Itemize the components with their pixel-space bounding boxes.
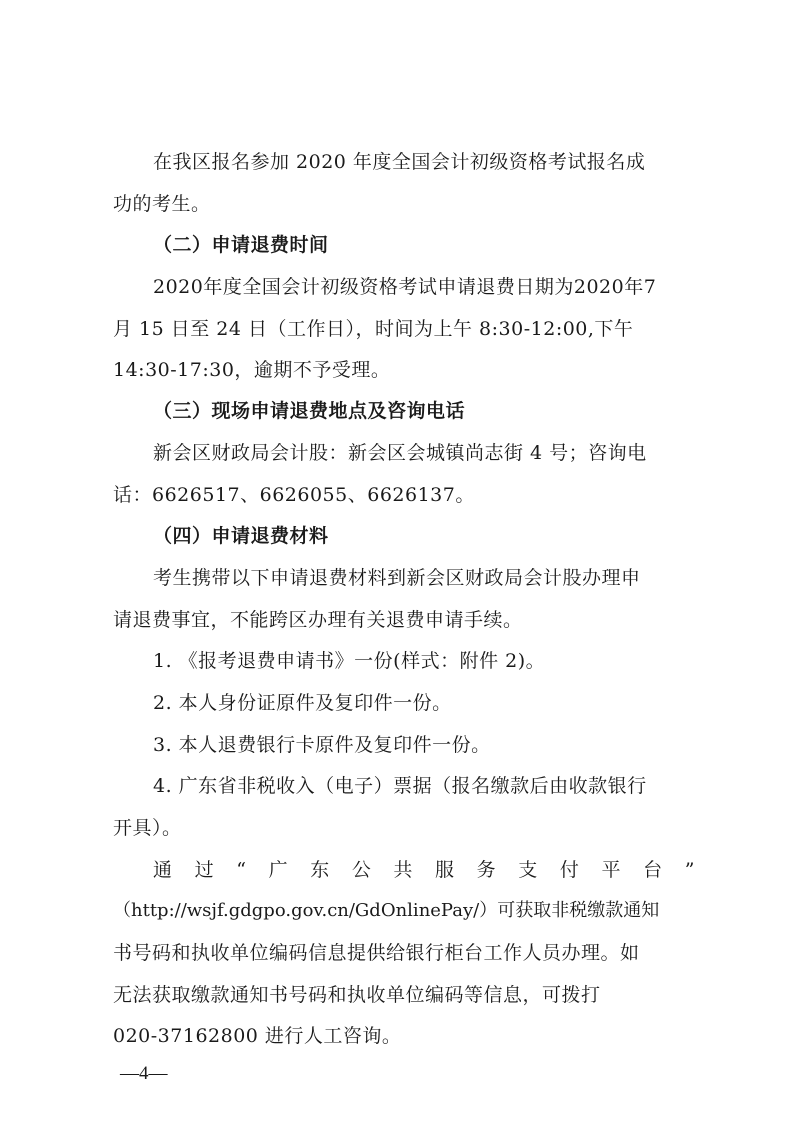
paragraph-eligibility-line1: 在我区报名参加 2020 年度全国会计初级资格考试报名成 — [153, 151, 646, 173]
paragraph-platform-line2: （http://wsjf.gdgpo.gov.cn/GdOnlinePay/）可获取非税缴款通知 — [113, 900, 660, 921]
paragraph-refund-time-line3: 14:30-17:30，逾期不予受理。 — [113, 359, 391, 381]
heading-refund-materials: （四）申请退费材料 — [153, 525, 329, 547]
paragraph-refund-time-line1: 2020年度全国会计初级资格考试申请退费日期为2020年7 — [153, 276, 657, 298]
paragraph-platform-line3: 书号码和执收单位编码信息提供给银行柜台工作人员办理。如 — [113, 942, 640, 964]
paragraph-materials-line1: 考生携带以下申请退费材料到新会区财政局会计股办理申 — [153, 567, 641, 589]
paragraph-eligibility-line2: 功的考生。 — [113, 193, 211, 215]
paragraph-refund-time-line2: 月 15 日至 24 日（工作日），时间为上午 8:30-12:00,下午 — [113, 318, 634, 340]
list-item-receipt-line1: 4. 广东省非税收入（电子）票据（报名缴款后由收款银行 — [153, 775, 647, 797]
page-number: —4— — [120, 1063, 168, 1084]
list-item-bank-card: 3. 本人退费银行卡原件及复印件一份。 — [153, 734, 491, 756]
paragraph-platform-line1: 通过“广东公共服务支付平台” — [153, 859, 695, 881]
heading-refund-time: （二）申请退费时间 — [153, 234, 329, 256]
paragraph-location-line1: 新会区财政局会计股：新会区会城镇尚志街 4 号；咨询电 — [153, 442, 647, 464]
paragraph-materials-line2: 请退费事宜，不能跨区办理有关退费申请手续。 — [113, 609, 523, 631]
paragraph-location-line2: 话：6626517、6626055、6626137。 — [113, 484, 475, 506]
paragraph-platform-line5: 020-37162800 进行人工咨询。 — [113, 1025, 402, 1047]
paragraph-platform-line4: 无法获取缴款通知书号码和执收单位编码等信息，可拨打 — [113, 984, 601, 1006]
list-item-application-form: 1. 《报考退费申请书》一份(样式：附件 2)。 — [153, 650, 546, 672]
list-item-id-card: 2. 本人身份证原件及复印件一份。 — [153, 692, 452, 714]
list-item-receipt-line2: 开具）。 — [113, 817, 182, 839]
heading-refund-location: （三）现场申请退费地点及咨询电话 — [153, 400, 466, 422]
